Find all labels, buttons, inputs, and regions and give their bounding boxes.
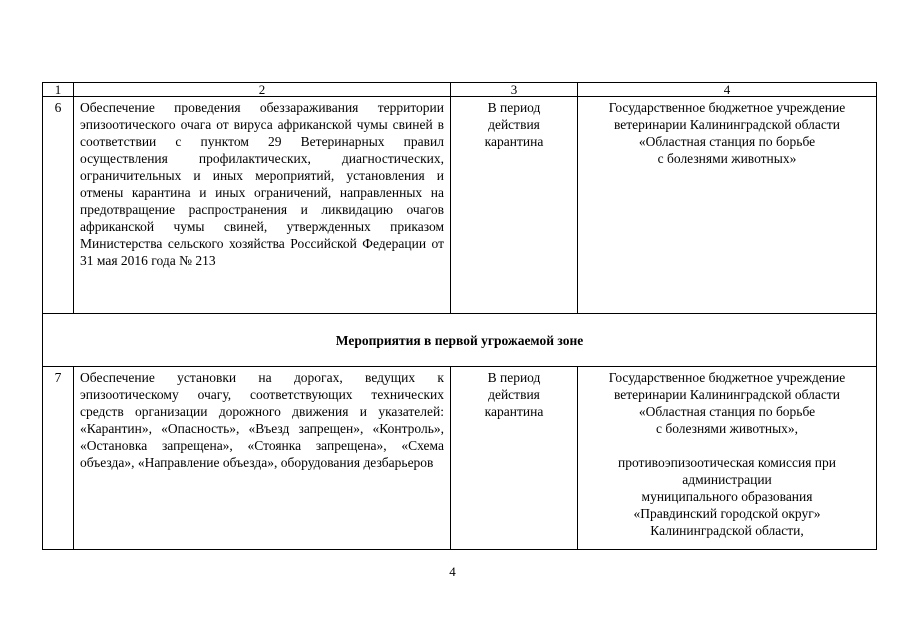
line-gap xyxy=(578,437,876,454)
column-number-row xyxy=(43,83,877,97)
responsible-line: Калининградской области, xyxy=(650,523,804,538)
period-cell xyxy=(451,367,578,550)
table-row xyxy=(43,367,877,550)
responsible-line: «Правдинский городской округ» xyxy=(633,506,821,521)
period-line: действия xyxy=(488,117,540,132)
section-row xyxy=(43,314,877,367)
table-row xyxy=(43,97,877,314)
section-title: Мероприятия в первой угрожаемой зоне xyxy=(43,314,877,367)
responsible-line: Государственное бюджетное учреждение xyxy=(608,100,846,115)
row-number: 6 xyxy=(43,97,74,314)
period-line: действия xyxy=(488,387,540,402)
period-line: карантина xyxy=(484,134,544,149)
column-number-3: 3 xyxy=(451,83,578,97)
responsible-line: с болезнями животных» xyxy=(657,151,797,166)
period-line: карантина xyxy=(484,404,544,419)
responsible-line: ветеринарии Калининградской области xyxy=(613,117,840,132)
responsible-line: муниципального образования xyxy=(641,489,813,504)
column-number-4: 4 xyxy=(578,83,877,97)
responsible-line: «Областная станция по борьбе xyxy=(638,134,816,149)
period-line: В период xyxy=(487,100,541,115)
measures-table xyxy=(42,82,877,550)
responsible-cell xyxy=(578,97,877,314)
period-line: В период xyxy=(487,370,541,385)
responsible-line: с болезнями животных», xyxy=(655,421,799,436)
row-number: 7 xyxy=(43,367,74,550)
responsible-line: Государственное бюджетное учреждение xyxy=(608,370,846,385)
responsible-line: администрации xyxy=(682,472,772,487)
measure-description: Обеспечение проведения обеззараживания территории эпизоотического очага от вируса африканской чумы свиней в соответствии с пунктом 29 Ветеринарных правил осуществления профилактических, диагностических, ограничительных и иных мероприятий, установления и отмены карантина и иных ограничений, направленных на предотвращение распространения и ликвидацию очагов африканской чумы свиней, утвержденных приказом Министерства сельского хозяйства Российской Федерации от 31 мая 2016 года № 213 xyxy=(74,97,451,314)
measure-description: Обеспечение установки на дорогах, ведущих к эпизоотическому очагу, соответствующих технических средств организации дорожного движения и указателей: «Карантин», «Опасность», «Въезд запрещен», «Контроль», «Остановка запрещена», «Стоянка запрещена», «Схема объезда», «Направление объезда», оборудования дезбарьеров xyxy=(74,367,451,550)
page-number: 4 xyxy=(449,564,456,579)
responsible-cell xyxy=(578,367,877,550)
column-number-1: 1 xyxy=(43,83,74,97)
responsible-line: «Областная станция по борьбе xyxy=(638,404,816,419)
responsible-line: ветеринарии Калининградской области xyxy=(613,387,840,402)
column-number-2: 2 xyxy=(74,83,451,97)
period-cell xyxy=(451,97,578,314)
responsible-line: противоэпизоотическая комиссия при xyxy=(618,455,836,470)
